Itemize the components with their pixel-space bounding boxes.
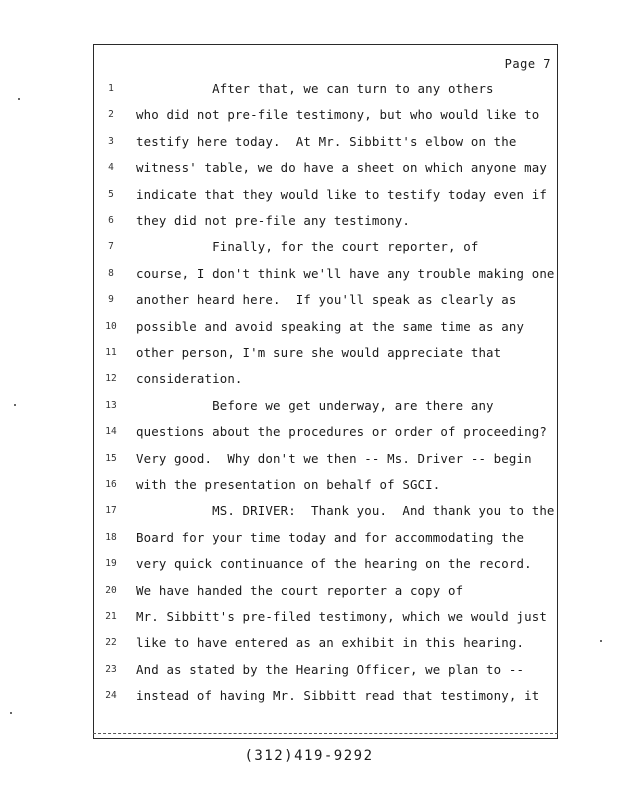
transcript-line xyxy=(94,607,557,627)
transcript-line xyxy=(94,343,557,363)
line-number: 16 xyxy=(105,479,117,490)
line-number: 23 xyxy=(105,663,117,675)
line-text: Board for your time today and for accommodating the xyxy=(136,529,525,545)
scan-speck xyxy=(600,640,602,642)
line-number: 8 xyxy=(108,267,114,279)
line-text: questions about the procedures or order of proceeding? xyxy=(136,424,547,440)
line-number: 4 xyxy=(108,162,114,174)
line-number: 21 xyxy=(105,611,117,622)
line-text: testify here today. At Mr. Sibbitt's elbow on the xyxy=(136,133,517,149)
line-number: 2 xyxy=(108,109,114,121)
transcript-line xyxy=(94,475,557,495)
transcript-line xyxy=(94,660,557,680)
line-text: like to have entered as an exhibit in this hearing. xyxy=(136,635,525,651)
line-text: After that, we can turn to any others xyxy=(136,81,494,96)
line-number: 6 xyxy=(108,215,114,226)
transcript-line xyxy=(94,501,557,521)
line-number: 9 xyxy=(108,294,114,306)
transcript-line xyxy=(94,211,557,231)
transcript-line xyxy=(94,105,557,125)
transcript-line xyxy=(94,132,557,152)
line-text: MS. DRIVER: Thank you. And thank you to the xyxy=(136,503,555,519)
transcript-line xyxy=(94,185,557,205)
line-text: very quick continuance of the hearing on the record. xyxy=(136,556,532,572)
scan-speck xyxy=(10,712,12,714)
line-text: Very good. Why don't we then -- Ms. Driver -- begin xyxy=(136,450,532,466)
line-number: 18 xyxy=(105,531,117,543)
line-text: another heard here. If you'll speak as clearly as xyxy=(136,292,517,308)
line-number: 20 xyxy=(105,584,117,596)
line-number: 17 xyxy=(105,505,117,517)
line-text: consideration. xyxy=(136,371,243,387)
line-text: course, I don't think we'll have any trouble making one xyxy=(136,265,555,281)
line-number: 14 xyxy=(105,426,117,438)
line-text: other person, I'm sure she would appreciate that xyxy=(136,345,502,360)
transcript-line xyxy=(94,686,557,706)
line-number: 5 xyxy=(108,188,114,200)
transcript-line xyxy=(94,237,557,257)
line-text: possible and avoid speaking at the same time as any xyxy=(136,318,525,334)
transcript-line xyxy=(94,633,557,653)
line-number: 3 xyxy=(108,135,114,147)
line-number: 1 xyxy=(108,83,114,94)
scan-speck xyxy=(14,404,16,406)
transcript-line xyxy=(94,79,557,99)
line-text: they did not pre-file any testimony. xyxy=(136,213,410,228)
transcript-line xyxy=(94,449,557,469)
transcript-line xyxy=(94,369,557,389)
footer-phone-number: (312)419-9292 xyxy=(244,748,374,764)
transcript-line xyxy=(94,158,557,178)
line-text: Mr. Sibbitt's pre-filed testimony, which we would just xyxy=(136,609,547,624)
transcript-line xyxy=(94,264,557,284)
line-number: 15 xyxy=(105,452,117,464)
line-number: 10 xyxy=(105,320,117,332)
line-number: 7 xyxy=(108,241,114,253)
line-text: indicate that they would like to testify today even if xyxy=(136,186,547,202)
line-text: witness' table, we do have a sheet on which anyone may xyxy=(136,160,547,176)
transcript-page-frame xyxy=(93,44,558,739)
line-text: And as stated by the Hearing Officer, we plan to -- xyxy=(136,661,525,677)
transcript-line xyxy=(94,290,557,310)
transcript-line xyxy=(94,554,557,574)
line-number: 24 xyxy=(105,690,117,702)
transcript-line xyxy=(94,317,557,337)
line-number: 13 xyxy=(105,399,117,411)
line-text: with the presentation on behalf of SGCI. xyxy=(136,477,441,492)
line-number: 22 xyxy=(105,637,117,649)
line-text: instead of having Mr. Sibbitt read that testimony, it xyxy=(136,688,540,704)
line-text: who did not pre-file testimony, but who would like to xyxy=(136,107,540,123)
page-number-label: Page 7 xyxy=(504,57,551,71)
line-number: 11 xyxy=(105,347,117,358)
scan-speck xyxy=(18,98,20,100)
transcript-line xyxy=(94,422,557,442)
transcript-line xyxy=(94,396,557,416)
line-text: We have handed the court reporter a copy of xyxy=(136,582,464,598)
line-number: 19 xyxy=(105,558,117,570)
line-text: Before we get underway, are there any xyxy=(136,397,494,413)
line-text: Finally, for the court reporter, of xyxy=(136,239,479,255)
transcript-line xyxy=(94,528,557,548)
transcript-line xyxy=(94,581,557,601)
line-number: 12 xyxy=(105,373,117,385)
